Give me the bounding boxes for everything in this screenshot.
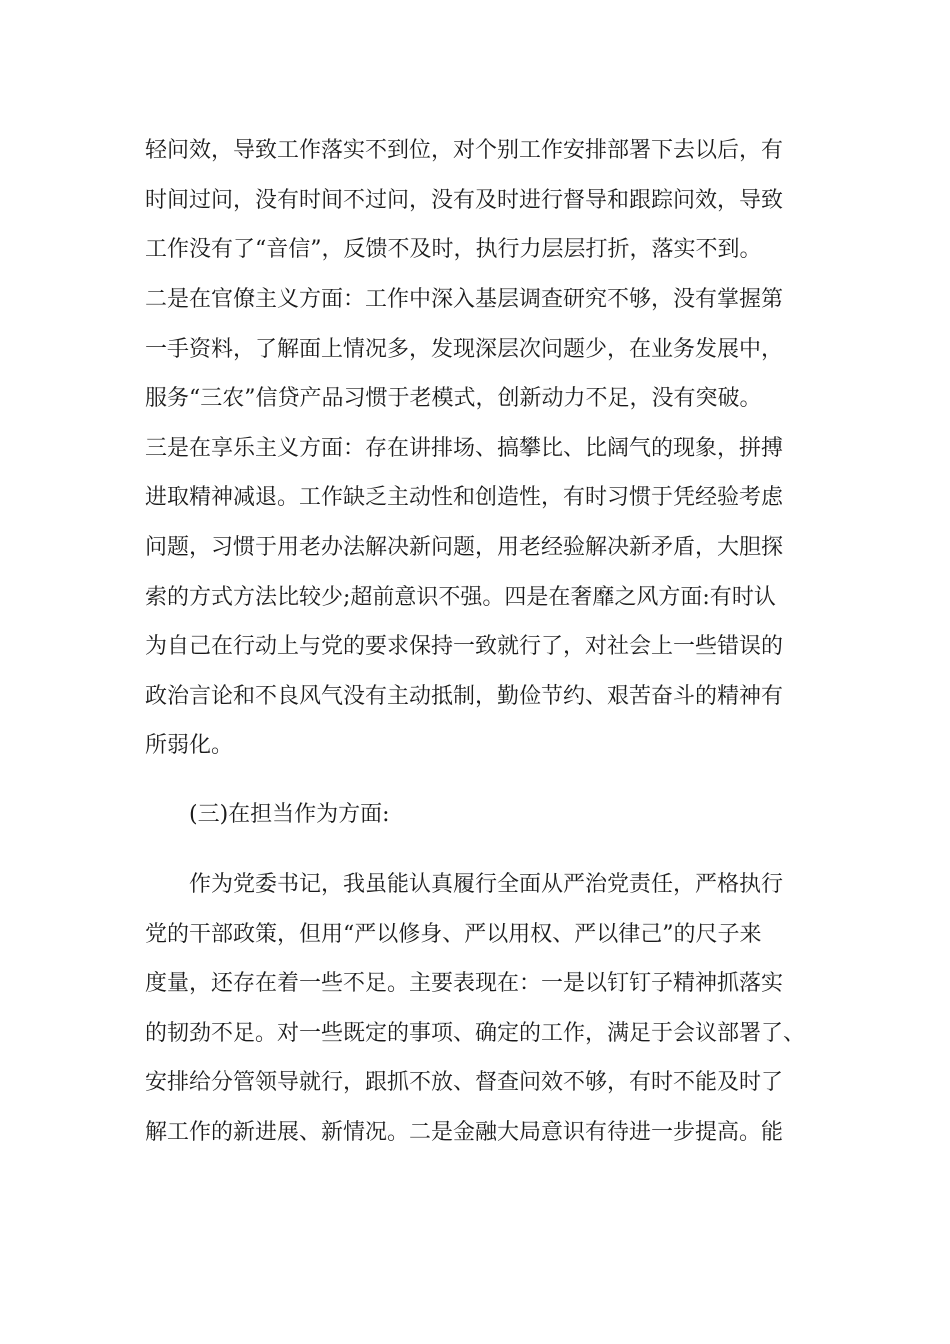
text-line: 所弱化。 (145, 733, 234, 758)
text-line: 党的干部政策，但用“严以修身、严以用权、严以律己”的尺子来 (145, 922, 762, 947)
text-line: 度量，还存在着一些不足。主要表现在：一是以钉钉子精神抓落实 (145, 971, 784, 996)
text-line: 工作没有了“音信”，反馈不及时，执行力层层打折，落实不到。 (145, 237, 762, 262)
text-line: 为自己在行动上与党的要求保持一致就行了，对社会上一些错误的 (145, 634, 784, 659)
text-line: 问题，习惯于用老办法解决新问题，用老经验解决新矛盾，大胆探 (145, 535, 784, 560)
text-line: 解工作的新进展、新情况。二是金融大局意识有待进一步提高。能 (145, 1120, 784, 1145)
text-line: 二是在官僚主义方面：工作中深入基层调查研究不够，没有掌握第 (145, 287, 784, 312)
text-line: 政治言论和不良风气没有主动抵制，勤俭节约、艰苦奋斗的精神有 (145, 684, 784, 709)
text-line: 服务“三农”信贷产品习惯于老模式，创新动力不足，没有突破。 (145, 386, 762, 411)
text-line: 安排给分管领导就行，跟抓不放、督查问效不够，有时不能及时了 (145, 1070, 784, 1095)
text-line: 索的方式方法比较少;超前意识不强。四是在奢靡之风方面:有时认 (145, 585, 776, 610)
text-line: 的韧劲不足。对一些既定的事项、确定的工作，满足于会议部署了、 (145, 1021, 806, 1046)
text-line: 一手资料，了解面上情况多，发现深层次问题少，在业务发展中， (145, 337, 784, 362)
text-line: 三是在享乐主义方面：存在讲排场、搞攀比、比阔气的现象，拼搏 (145, 436, 784, 461)
text-line: 轻问效，导致工作落实不到位，对个别工作安排部署下去以后，有 (145, 138, 784, 163)
text-line: 作为党委书记，我虽能认真履行全面从严治党责任，严格执行 (189, 872, 784, 897)
text-line: 进取精神减退。工作缺乏主动性和创造性，有时习惯于凭经验考虑 (145, 485, 784, 510)
text-line: 时间过问，没有时间不过问，没有及时进行督导和跟踪问效，导致 (145, 188, 784, 213)
section-heading: (三)在担当作为方面: (189, 802, 390, 827)
